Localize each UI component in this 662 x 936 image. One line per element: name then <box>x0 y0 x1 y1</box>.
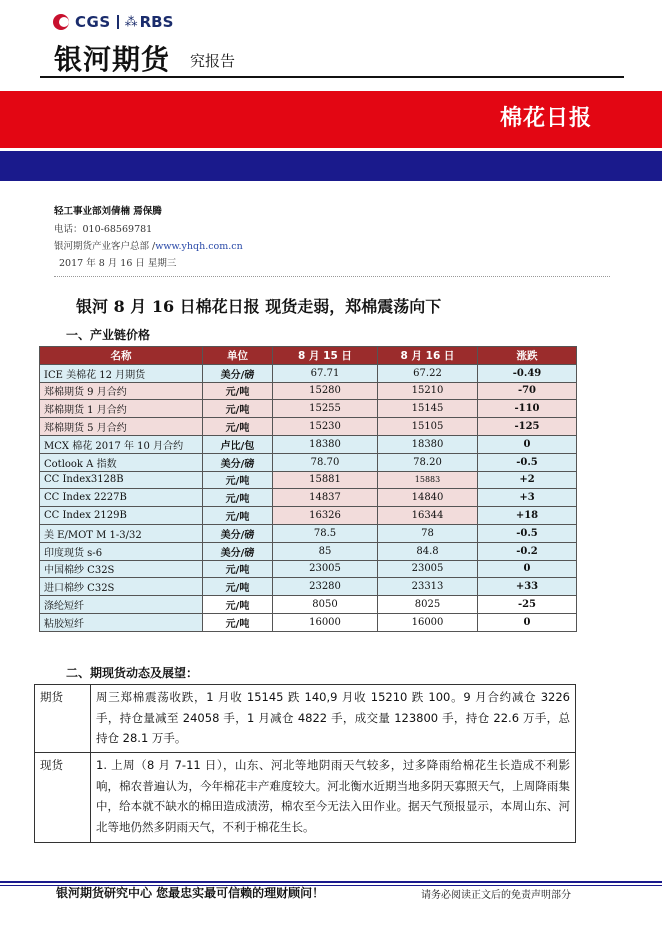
header-divider <box>40 76 624 78</box>
table-row <box>40 613 577 631</box>
dynamics-row-spot <box>35 753 576 843</box>
row-change: +2 <box>478 471 577 489</box>
row-change: -125 <box>478 418 577 436</box>
row-aug16: 16000 <box>378 613 478 631</box>
row-unit: 元/吨 <box>203 560 273 578</box>
row-aug16: 15210 <box>378 382 478 400</box>
row-aug16: 78.20 <box>378 453 478 471</box>
row-name: CC Index 2227B <box>40 489 203 507</box>
row-name: 美 E/MOT M 1-3/32 <box>40 524 203 542</box>
row-change: +18 <box>478 507 577 525</box>
row-aug16: 8025 <box>378 596 478 614</box>
price-table <box>39 346 577 632</box>
row-aug15: 78.5 <box>273 524 378 542</box>
row-change: -0.5 <box>478 453 577 471</box>
row-change: 0 <box>478 560 577 578</box>
row-aug16: 84.8 <box>378 542 478 560</box>
row-aug16: 16344 <box>378 507 478 525</box>
row-aug15: 23005 <box>273 560 378 578</box>
row-name: 印度现货 s-6 <box>40 542 203 560</box>
table-row <box>40 453 577 471</box>
row-aug15: 67.71 <box>273 364 378 382</box>
table-row <box>40 578 577 596</box>
row-aug16: 15145 <box>378 400 478 418</box>
table-row <box>40 507 577 525</box>
logo-rbs-text: RBS <box>139 13 174 31</box>
row-aug16: 14840 <box>378 489 478 507</box>
header-change: 涨跌 <box>478 347 577 365</box>
row-unit: 元/吨 <box>203 489 273 507</box>
row-unit: 元/吨 <box>203 507 273 525</box>
row-name: 粘胶短纤 <box>40 613 203 631</box>
row-name: 中国棉纱 C32S <box>40 560 203 578</box>
row-change: -0.49 <box>478 364 577 382</box>
row-change: 0 <box>478 613 577 631</box>
row-aug15: 16000 <box>273 613 378 631</box>
row-unit: 美分/磅 <box>203 453 273 471</box>
row-change: +3 <box>478 489 577 507</box>
row-aug15: 14837 <box>273 489 378 507</box>
table-row <box>40 400 577 418</box>
row-aug15: 8050 <box>273 596 378 614</box>
website-line <box>54 238 243 252</box>
row-name: 郑棉期货 9 月合约 <box>40 382 203 400</box>
table-header-row <box>40 347 577 365</box>
row-name: 涤纶短纤 <box>40 596 203 614</box>
author-line: 轻工事业部刘倩楠 焉保腾 <box>54 206 162 217</box>
row-name: 郑棉期货 1 月合约 <box>40 400 203 418</box>
row-name: 郑棉期货 5 月合约 <box>40 418 203 436</box>
document-title: 银河 8 月 16 日棉花日报 现货走弱，郑棉震荡向下 <box>76 297 442 316</box>
row-aug16: 78 <box>378 524 478 542</box>
brand-logo <box>52 12 173 32</box>
footer-disclaimer: 请务必阅读正文后的免责声明部分 <box>421 890 571 901</box>
dynamics-label: 现货 <box>35 753 91 843</box>
row-name: Cotlook A 指数 <box>40 453 203 471</box>
row-aug16: 23313 <box>378 578 478 596</box>
row-aug16: 67.22 <box>378 364 478 382</box>
company-name: 银河期货 <box>54 43 171 76</box>
row-change: -70 <box>478 382 577 400</box>
row-aug15: 85 <box>273 542 378 560</box>
row-aug15: 23280 <box>273 578 378 596</box>
row-aug15: 15881 <box>273 471 378 489</box>
row-aug15: 15280 <box>273 382 378 400</box>
dynamics-text: 1. 上周（8 月 7-11 日），山东、河北等地阴雨天气较多，过多降雨给棉花生长造成不利影响，棉农普遍认为，今年棉花丰产难度较大。河北衡水近期当地多阴天寡照天气，上周降雨集中，给本就不缺水的棉田造成渍涝，棉农至今无法入田作业。据天气预报显示，本周山东、河北等地仍然多阴雨天气，不利于棉花生长。 <box>91 753 576 843</box>
table-row <box>40 418 577 436</box>
logo-cgs-text: CGS <box>75 13 111 31</box>
row-unit: 元/吨 <box>203 400 273 418</box>
row-unit: 卢比/包 <box>203 435 273 453</box>
table-row <box>40 382 577 400</box>
row-change: -0.5 <box>478 524 577 542</box>
phone-line: 电话：010-68569781 <box>54 224 153 235</box>
dynamics-row-futures <box>35 685 576 753</box>
row-change: -25 <box>478 596 577 614</box>
table-row <box>40 560 577 578</box>
row-unit: 元/吨 <box>203 382 273 400</box>
row-name: CC Index 2129B <box>40 507 203 525</box>
row-change: -110 <box>478 400 577 418</box>
row-unit: 美分/磅 <box>203 542 273 560</box>
row-unit: 元/吨 <box>203 418 273 436</box>
report-title: 棉花日报 <box>499 106 592 131</box>
row-unit: 元/吨 <box>203 596 273 614</box>
website-link[interactable]: www.yhqh.com.cn <box>155 241 243 252</box>
row-aug16: 15883 <box>378 471 478 489</box>
rbs-logo-icon: ⁂ <box>124 14 138 30</box>
dynamics-table <box>34 684 576 843</box>
header-unit: 单位 <box>203 347 273 365</box>
row-change: -0.2 <box>478 542 577 560</box>
table-row <box>40 364 577 382</box>
table-row <box>40 489 577 507</box>
dynamics-label: 期货 <box>35 685 91 753</box>
row-aug16: 15105 <box>378 418 478 436</box>
table-row <box>40 524 577 542</box>
section-title-dynamics: 二、期现货动态及展望： <box>66 666 199 680</box>
header-name: 名称 <box>40 347 203 365</box>
footer-slogan: 银河期货研究中心 您最忠实最可信赖的理财顾问！ <box>56 886 325 900</box>
header-aug15: 8 月 15 日 <box>273 347 378 365</box>
row-name: CC Index3128B <box>40 471 203 489</box>
cgs-logo-icon <box>52 13 72 31</box>
row-name: ICE 美棉花 12 月期货 <box>40 364 203 382</box>
website-label: 银河期货产业客户总部 / <box>54 241 156 252</box>
row-unit: 美分/磅 <box>203 364 273 382</box>
row-aug16: 23005 <box>378 560 478 578</box>
table-row <box>40 435 577 453</box>
row-unit: 元/吨 <box>203 471 273 489</box>
row-aug16: 18380 <box>378 435 478 453</box>
report-type: 究报告 <box>190 52 236 70</box>
header-aug16: 8 月 16 日 <box>378 347 478 365</box>
meta-divider <box>54 276 610 277</box>
report-date: 2017 年 8 月 16 日 星期三 <box>59 258 177 269</box>
table-row <box>40 471 577 489</box>
table-row <box>40 542 577 560</box>
row-aug15: 15255 <box>273 400 378 418</box>
row-name: MCX 棉花 2017 年 10 月合约 <box>40 435 203 453</box>
blue-band <box>0 151 662 181</box>
row-aug15: 15230 <box>273 418 378 436</box>
table-row <box>40 596 577 614</box>
dynamics-text: 周三郑棉震荡收跌，1 月收 15145 跌 140,9 月收 15210 跌 100。9 月合约减仓 3226 手，持仓量减至 24058 手，1 月减仓 4822 手，成交量 123800 手，持仓 22.6 万手，总持仓 28.1 万手。 <box>91 685 576 753</box>
row-name: 进口棉纱 C32S <box>40 578 203 596</box>
row-aug15: 16326 <box>273 507 378 525</box>
logo-divider <box>117 15 119 29</box>
row-change: +33 <box>478 578 577 596</box>
footer-divider <box>0 881 662 883</box>
section-title-prices: 一、产业链价格 <box>66 328 151 342</box>
row-unit: 美分/磅 <box>203 524 273 542</box>
row-unit: 元/吨 <box>203 613 273 631</box>
row-aug15: 78.70 <box>273 453 378 471</box>
row-change: 0 <box>478 435 577 453</box>
row-aug15: 18380 <box>273 435 378 453</box>
row-unit: 元/吨 <box>203 578 273 596</box>
